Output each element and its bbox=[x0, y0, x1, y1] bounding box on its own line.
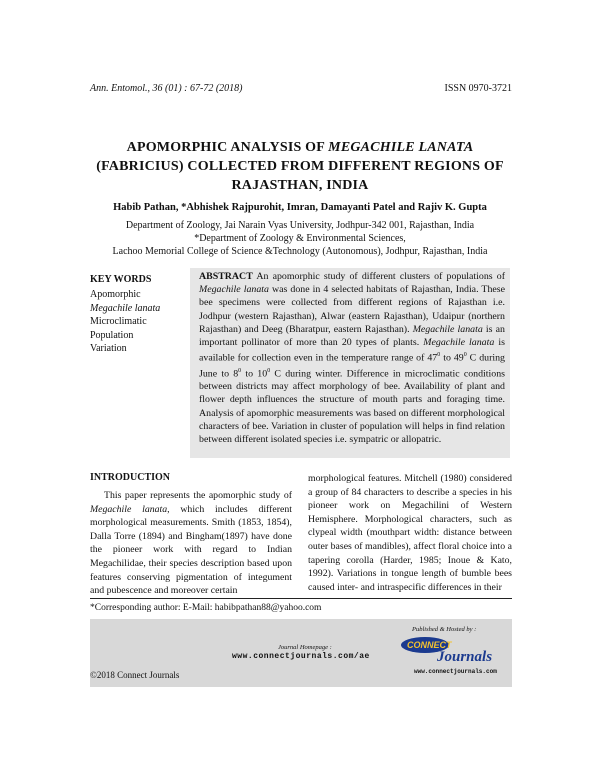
abstract-text: to 10 bbox=[241, 368, 268, 380]
corresponding-author: *Corresponding author: E-Mail: habibpathan88@yahoo.com bbox=[90, 603, 322, 613]
abstract-text: was done in 4 selected habitats of Rajasthan, India. These bee specimens were collected from different regions of Rajasthan i.e. Jodhpur (western Rajasthan), Alwar (eastern Rajasthan), Udaipur (northern Rajasthan) and Deeg (Bharatpur, eastern Rajasthan). bbox=[199, 284, 505, 335]
introduction-left-column bbox=[90, 489, 292, 598]
abstract-text: is an important pollinator of more than 20 types of plants. bbox=[199, 323, 505, 349]
keyword: Apomorphic bbox=[90, 289, 141, 300]
species-name: Megachile lanata bbox=[199, 284, 269, 296]
abstract-text: is available for collection even in the temperature range of 47 bbox=[199, 337, 506, 364]
affiliation-3: Lachoo Memorial College of Science &Technology (Autonomous), Jodhpur, Rajasthan, India bbox=[112, 246, 488, 257]
keyword: Population bbox=[90, 329, 134, 341]
introduction-heading: INTRODUCTION bbox=[90, 472, 171, 483]
abstract-text: to 49 bbox=[440, 352, 464, 364]
keyword: Microclimatic bbox=[90, 316, 147, 327]
keywords-list bbox=[90, 288, 160, 356]
logo-word-journals: Journals bbox=[437, 649, 493, 665]
keyword: Megachile lanata bbox=[90, 302, 161, 314]
species-name: Megachile lanata bbox=[412, 323, 483, 335]
homepage-label: Journal Homepage : bbox=[278, 644, 332, 651]
authors: Habib Pathan, *Abhishek Rajpurohit, Imran, Damayanti Patel and Rajiv K. Gupta bbox=[113, 202, 487, 213]
title-species: MEGACHILE LANATA bbox=[328, 140, 474, 155]
affiliations bbox=[60, 219, 540, 258]
keyword: Variation bbox=[90, 343, 127, 354]
issn: ISSN 0970-3721 bbox=[444, 83, 512, 94]
abstract-text: An apomorphic study of different clusters of populations of bbox=[252, 271, 505, 282]
affiliation-1: Department of Zoology, Jai Narain Vyas University, Jodhpur-342 001, Rajasthan, India bbox=[125, 220, 475, 231]
degree-sup: 0 bbox=[267, 367, 271, 374]
homepage-link[interactable]: www.connectjournals.com/ae bbox=[232, 652, 370, 661]
published-by-label: Published & Hosted by : bbox=[412, 626, 477, 633]
species-name: Megachile lanata bbox=[90, 503, 168, 515]
paper-title bbox=[60, 138, 540, 195]
footer-rule bbox=[90, 598, 512, 599]
intro-text: , which includes different morphological measurements. Smith (1853, 1854), Dalla Torre (1894) and Bingham(1897) have done the pioneer work with regard to Indian Megachilidae, their species description based upon features conserving pigmentation of integument and pubescence and moreover certain bbox=[90, 503, 292, 597]
degree-sup: 0 bbox=[238, 367, 242, 374]
degree-sup: 0 bbox=[437, 352, 441, 359]
introduction-right-column: morphological features. Mitchell (1980) considered a group of 84 characters to describe a species in his pioneer work on Megachilini of Western Hemisphere. Morphological characters, such as clypeal width (mouthpart width: distance between outer bases of mandibles), affect floral choice into a tapering corolla (Harder, 1985; Inoue & Kato, 1992). Variations in tongue length of bumble bees caused inter- and intraspecific differences in their bbox=[308, 473, 512, 593]
abstract bbox=[199, 270, 505, 446]
affiliation-2: *Department of Zoology & Environmental Sciences, bbox=[194, 233, 406, 244]
logo-word-connect: CONNECT bbox=[407, 640, 452, 650]
abstract-text: C during winter. Difference in microclimatic conditions between districts may affect morphology of bee. Availability of plant and flower depth influences the structure of mouth parts and foraging time. Analysis of apomorphic measurements was based on different morphological characters of bee. Variation in cluster of population will helps in find relation between different isolated species i.e. sympatric or allopatric. bbox=[199, 368, 505, 446]
species-name: Megachile lanata bbox=[423, 337, 495, 349]
logo-link[interactable]: www.connectjournals.com bbox=[414, 668, 497, 675]
intro-text: This paper represents the apomorphic study of bbox=[104, 490, 292, 501]
copyright: ©2018 Connect Journals bbox=[90, 670, 180, 680]
journal-citation: Ann. Entomol., 36 (01) : 67-72 (2018) bbox=[90, 83, 243, 94]
connect-journals-logo bbox=[395, 634, 510, 666]
abstract-label: ABSTRACT bbox=[199, 271, 253, 282]
degree-sup: 0 bbox=[463, 352, 467, 359]
title-line2: (FABRICIUS) COLLECTED FROM DIFFERENT REGIONS OF bbox=[96, 159, 504, 174]
title-line1: APOMORPHIC ANALYSIS OF bbox=[126, 140, 329, 155]
abstract-text: C during June to 8 bbox=[199, 352, 505, 380]
title-line3: RAJASTHAN, INDIA bbox=[231, 178, 369, 193]
keywords-heading: KEY WORDS bbox=[90, 274, 152, 285]
